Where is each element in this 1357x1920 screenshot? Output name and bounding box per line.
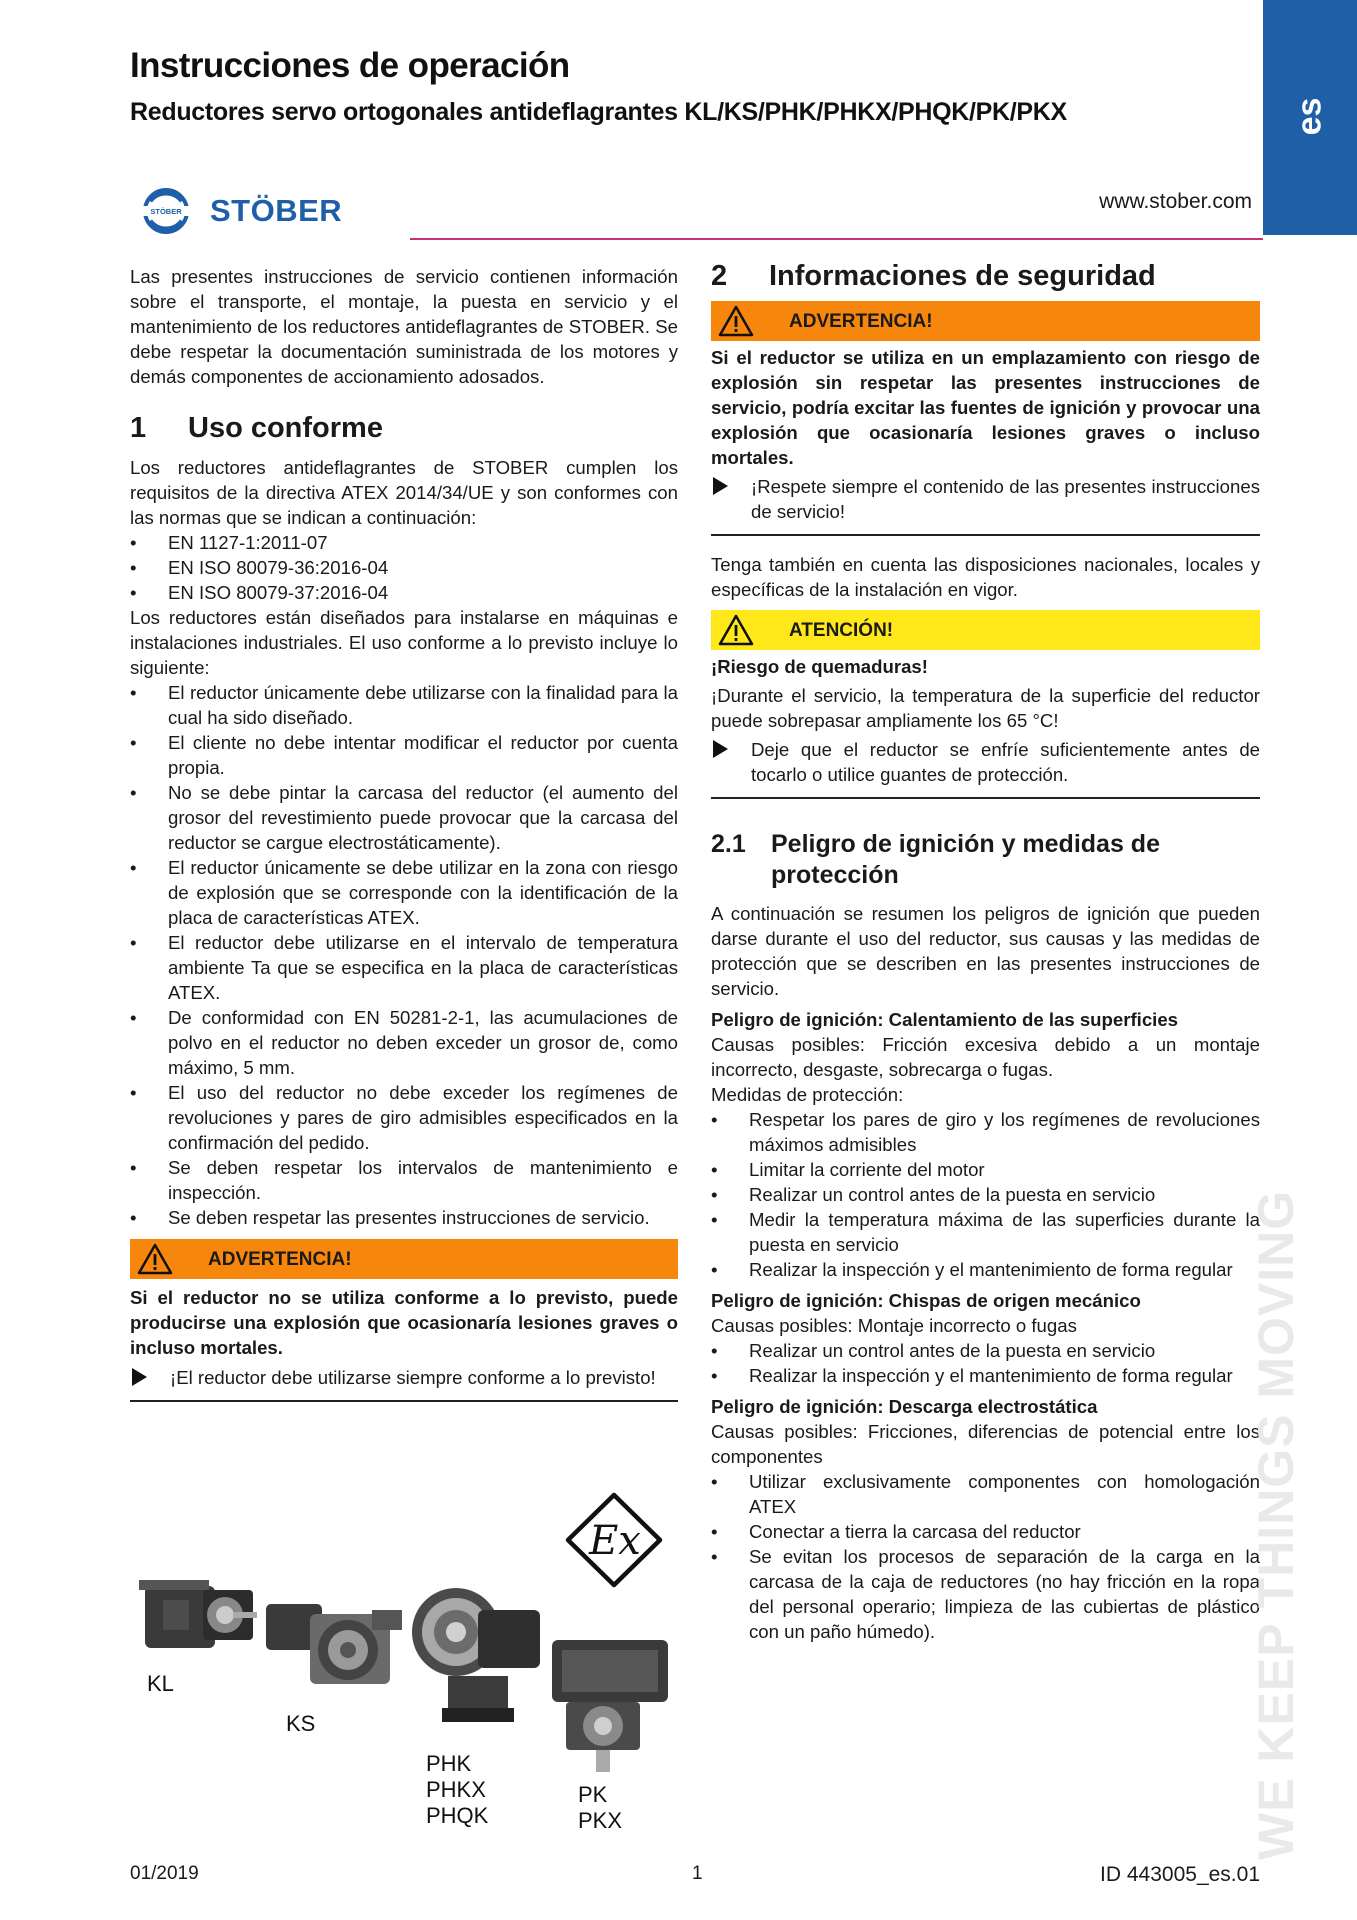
warning-label: ADVERTENCIA! xyxy=(789,310,933,332)
page-number: 1 xyxy=(692,1863,703,1884)
language-code: es xyxy=(1290,97,1329,136)
product-label-phk: PHK xyxy=(426,1751,472,1776)
kl-gearbox-image xyxy=(133,1560,261,1672)
warning-end-rule xyxy=(711,534,1260,536)
list-item: • EN ISO 80079-36:2016-04 xyxy=(130,555,678,580)
intended-use-list xyxy=(130,680,678,1230)
list-item: • El reductor únicamente debe utilizarse con la finalidad para la cual ha sido diseñado. xyxy=(130,680,678,730)
action-arrow-icon xyxy=(713,477,728,495)
list-item: • Realizar la inspección y el mantenimiento de forma regular xyxy=(711,1363,1260,1388)
warning-bar xyxy=(130,1239,678,1279)
list-item: • Conectar a tierra la carcasa del reductor xyxy=(711,1519,1260,1544)
section-1-paragraph: Los reductores antideflagrantes de STOBER cumplen los requisitos de la directiva ATEX 2014/34/UE y son conformes con las normas que se indican a continuación: xyxy=(130,457,678,528)
warning-action xyxy=(711,474,1260,524)
list-item: • El reductor debe utilizarse en el intervalo de temperatura ambiente Ta que se especifica en la placa de características ATEX. xyxy=(130,930,678,1005)
section-2-1-intro: A continuación se resumen los peligros de ignición que pueden darse durante el uso del reductor, sus causas y las medidas de protección que se describen en las presentes instrucciones de servicio. xyxy=(711,903,1260,999)
atex-ex-icon xyxy=(565,1492,663,1588)
warning-triangle-icon xyxy=(711,302,761,340)
list-item: • Medir la temperatura máxima de las superficies durante la puesta en servicio xyxy=(711,1207,1260,1257)
section-2-heading xyxy=(711,260,1260,292)
action-text: ¡El reductor debe utilizarse siempre conforme a lo previsto! xyxy=(170,1367,656,1388)
action-arrow-icon xyxy=(132,1368,147,1386)
phk-gearbox-image xyxy=(408,1580,548,1740)
caution-label: ATENCIÓN! xyxy=(789,619,894,641)
caution-end-rule xyxy=(711,797,1260,799)
measures-list xyxy=(711,1338,1260,1388)
warning-label: ADVERTENCIA! xyxy=(208,1248,352,1270)
hazard-causes: Causas posibles: Fricciones, diferencias de potencial entre los componentes xyxy=(711,1421,1260,1467)
list-item: • Realizar un control antes de la puesta en servicio xyxy=(711,1338,1260,1363)
product-label-phqk: PHQK xyxy=(426,1803,489,1828)
action-text: Deje que el reductor se enfríe suficientemente antes de tocarlo o utilice guantes de protección. xyxy=(751,739,1260,785)
product-label-pkx: PKX xyxy=(578,1808,623,1833)
footer-date: 01/2019 xyxy=(130,1863,199,1884)
hazard-title: Peligro de ignición: Descarga electrostática xyxy=(711,1396,1098,1417)
measures-list xyxy=(711,1469,1260,1644)
brand-name: STÖBER xyxy=(210,193,343,228)
section-2-1-heading xyxy=(711,829,1260,891)
warning-triangle-icon xyxy=(711,611,761,649)
warning-text: Si el reductor no se utiliza conforme a lo previsto, puede producirse una explosión que ocasionaría lesiones graves o incluso mortales. xyxy=(130,1287,678,1358)
section-title: Informaciones de seguridad xyxy=(769,260,1156,292)
slogan-watermark: WE KEEP THINGS MOVING xyxy=(1248,1189,1304,1860)
hazard-causes: Causas posibles: Montaje incorrecto o fugas xyxy=(711,1315,1077,1336)
section-title: Peligro de ignición y medidas de protección xyxy=(771,830,1160,889)
section-1-paragraph: Los reductores están diseñados para instalarse en máquinas e instalaciones industriales. El uso conforme a lo previsto incluye lo siguiente: xyxy=(130,607,678,678)
caution-bar xyxy=(711,610,1260,650)
product-label-phk-group xyxy=(426,1751,488,1829)
website-url[interactable]: www.stober.com xyxy=(1099,190,1252,213)
product-label-kl: KL xyxy=(147,1671,174,1696)
warning-triangle-icon xyxy=(130,1240,180,1278)
product-label-pk-group xyxy=(578,1782,622,1834)
right-column xyxy=(711,260,1260,1644)
list-item: • Realizar la inspección y el mantenimiento de forma regular xyxy=(711,1257,1260,1282)
list-item: • Se deben respetar las presentes instrucciones de servicio. xyxy=(130,1205,678,1230)
hazard-title: Peligro de ignición: Calentamiento de las superficies xyxy=(711,1009,1179,1030)
warning-text: Si el reductor se utiliza en un emplazamiento con riesgo de explosión sin respetar las presentes instrucciones de servicio, podría excitar las fuentes de ignición y provocar una explosión que ocasionaría lesiones graves o incluso mortales. xyxy=(711,347,1260,468)
section-2-paragraph: Tenga también en cuenta las disposiciones nacionales, locales y específicas de la instalación en vigor. xyxy=(711,554,1260,600)
product-label-phkx: PHKX xyxy=(426,1777,486,1802)
action-text: ¡Respete siempre el contenido de las presentes instrucciones de servicio! xyxy=(751,476,1260,522)
caution-text: ¡Durante el servicio, la temperatura de la superficie del reductor puede sobrepasar ampliamente los 65 °C! xyxy=(711,685,1260,731)
measures-list xyxy=(711,1107,1260,1282)
section-1-heading xyxy=(130,412,678,444)
stober-logo xyxy=(142,187,382,237)
section-number: 1 xyxy=(130,412,147,444)
list-item: • No se debe pintar la carcasa del reductor (el aumento del grosor del revestimiento puede provocar que la carcasa del reductor se cargue electrostáticamente). xyxy=(130,780,678,855)
list-item: • De conformidad con EN 50281-2-1, las acumulaciones de polvo en el reductor no deben exceder un grosor de, como máximo, 5 mm. xyxy=(130,1005,678,1080)
list-item: • EN 1127-1:2011-07 xyxy=(130,530,678,555)
stober-emblem-icon xyxy=(142,187,190,235)
action-arrow-icon xyxy=(713,740,728,758)
list-item: • Limitar la corriente del motor xyxy=(711,1157,1260,1182)
caution-action xyxy=(711,737,1260,787)
hazard-causes: Causas posibles: Fricción excesiva debido a un montaje incorrecto, desgaste, sobrecarga o fugas. xyxy=(711,1034,1260,1080)
list-item: • Se evitan los procesos de separación de la carga en la carcasa de la caja de reductores (no hay fricción en la ropa del personal operario; limpieza de las cubiertas de plástico con un paño húmedo). xyxy=(711,1544,1260,1644)
intro-paragraph: Las presentes instrucciones de servicio contienen información sobre el transporte, el montaje, la puesta en servicio y el mantenimiento de los reductores antideflagrantes de STOBER. Se debe respetar la documentación suministrada de los motores y demás componentes de accionamiento adosados. xyxy=(130,266,678,387)
warning-action xyxy=(130,1365,678,1390)
document-id: ID 443005_es.01 xyxy=(1100,1863,1260,1886)
list-item: • Respetar los pares de giro y los regímenes de revoluciones máximos admisibles xyxy=(711,1107,1260,1157)
list-item: • El uso del reductor no debe exceder los regímenes de revoluciones y pares de giro admisibles especificados en la confirmación del pedido. xyxy=(130,1080,678,1155)
standards-list xyxy=(130,530,678,605)
list-item: • El cliente no debe intentar modificar el reductor por cuenta propia. xyxy=(130,730,678,780)
section-number: 2 xyxy=(711,260,728,292)
logo-small-text: STÖBER xyxy=(150,207,182,216)
product-label-ks: KS xyxy=(286,1711,316,1736)
list-item: • Se deben respetar los intervalos de mantenimiento e inspección. xyxy=(130,1155,678,1205)
ex-symbol xyxy=(565,1492,663,1593)
language-tab xyxy=(1263,0,1357,235)
document-title: Instrucciones de operación xyxy=(130,46,570,85)
section-title: Uso conforme xyxy=(188,412,383,444)
caution-heading: ¡Riesgo de quemaduras! xyxy=(711,656,928,677)
section-number: 2.1 xyxy=(711,830,746,858)
ex-symbol-text: Ex xyxy=(589,1518,641,1564)
pk-gearbox-image xyxy=(548,1632,680,1782)
ks-gearbox-image xyxy=(262,1590,410,1702)
hazard-title: Peligro de ignición: Chispas de origen mecánico xyxy=(711,1290,1141,1311)
list-item: • El reductor únicamente se debe utilizar en la zona con riesgo de explosión que se corresponde con la identificación de la placa de características ATEX. xyxy=(130,855,678,930)
list-item: • EN ISO 80079-37:2016-04 xyxy=(130,580,678,605)
header-divider xyxy=(410,238,1263,240)
warning-end-rule xyxy=(130,1400,678,1402)
list-item: • Realizar un control antes de la puesta en servicio xyxy=(711,1182,1260,1207)
list-item: • Utilizar exclusivamente componentes con homologación ATEX xyxy=(711,1469,1260,1519)
product-label-pk: PK xyxy=(578,1782,608,1807)
document-subtitle: Reductores servo ortogonales antideflagrantes KL/KS/PHK/PHKX/PHQK/PK/PKX xyxy=(130,98,1067,126)
warning-bar xyxy=(711,301,1260,341)
left-column xyxy=(130,264,678,1402)
measures-label: Medidas de protección: xyxy=(711,1084,904,1105)
